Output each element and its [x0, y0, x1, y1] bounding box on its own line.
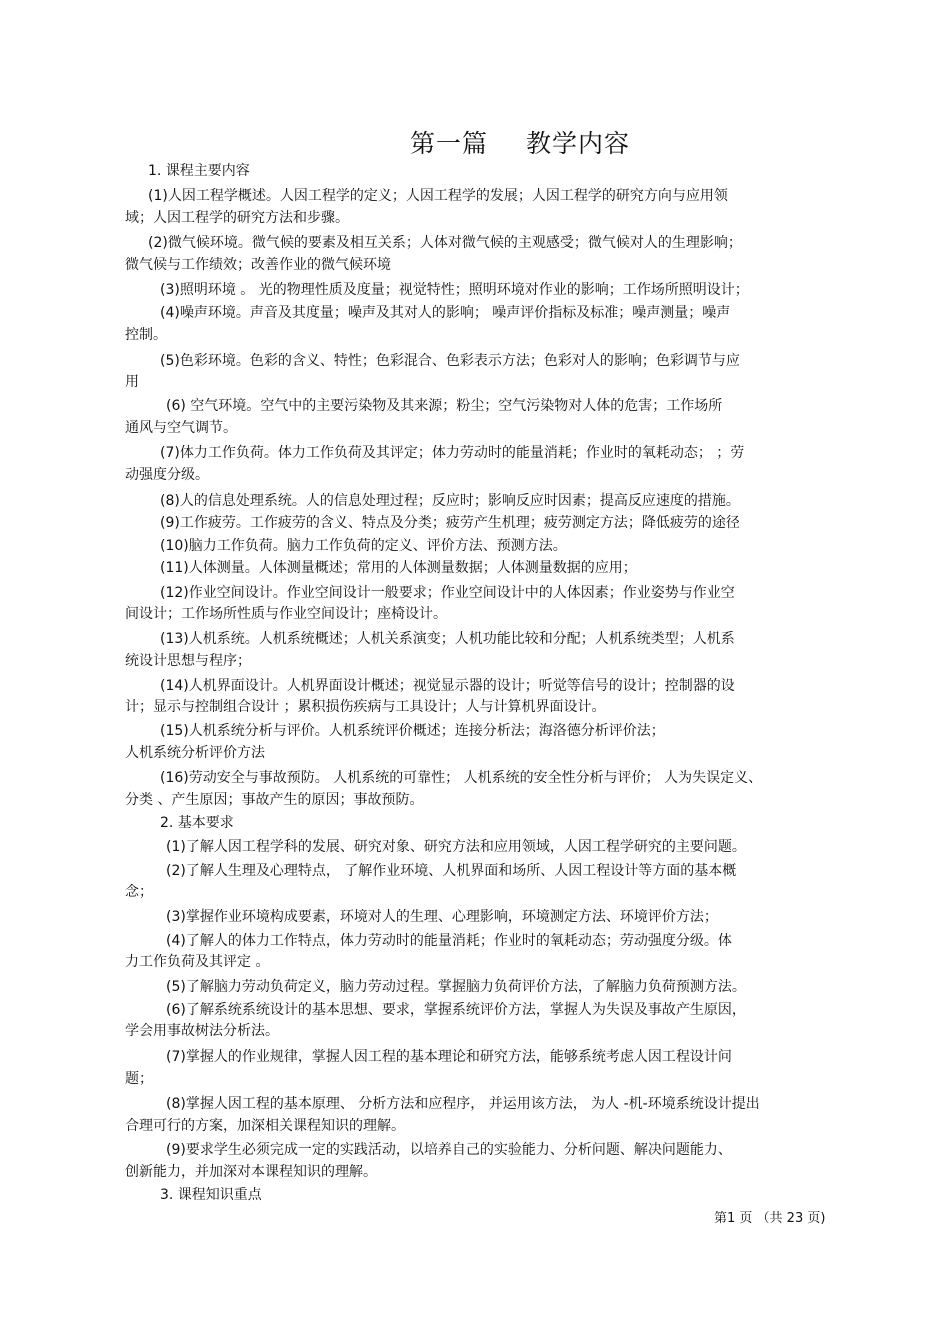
requirement-line: (2)了解人生理及心理特点， 了解作业环境、人机界面和场所、人因工程设计等方面的基本概 [166, 863, 737, 879]
content-line: (8)人的信息处理系统。人的信息处理过程；反应时；影响反应时因素；提高反应速度的措施。 [160, 493, 740, 509]
title-part-2: 教学内容 [526, 129, 631, 158]
requirement-line: 念； [125, 884, 153, 900]
content-line: 控制。 [125, 327, 167, 343]
content-line: (3)照明环境 。 光的物理性质及度量；视觉特性；照明环境对作业的影响；工作场所照明设计； [160, 282, 749, 298]
requirement-line: 题； [125, 1071, 153, 1087]
requirement-line: (7)掌握人的作业规律，掌握人因工程的基本理论和研究方法，能够系统考虑人因工程设计问 [166, 1049, 732, 1065]
content-line: (7)体力工作负荷。体力工作负荷及其评定；体力劳动时的能量消耗；作业时的氧耗动态； ；劳 [160, 445, 745, 461]
content-line: (13)人机系统。人机系统概述；人机关系演变；人机功能比较和分配；人机系统类型；人机系 [160, 631, 735, 647]
requirement-line: (6)了解系统系统设计的基本思想、要求，掌握系统评价方法，掌握人为失误及事故产生原因， [166, 1002, 746, 1018]
content-line: (6) 空气环境。空气中的主要污染物及其来源；粉尘；空气污染物对人体的危害；工作场所 [166, 398, 723, 414]
content-line: 间设计；工作场所性质与作业空间设计；座椅设计。 [125, 606, 447, 622]
content-line: 计；显示与控制组合设计 ；累积损伤疾病与工具设计；人与计算机界面设计。 [125, 699, 606, 715]
section-heading: 3. 课程知识重点 [160, 1187, 262, 1203]
content-line: (16)劳动安全与事故预防。 人机系统的可靠性； 人机系统的安全性分析与评价； 人为失误定义、 [160, 770, 763, 786]
content-line: 通风与空气调节。 [125, 420, 237, 436]
content-line: (15)人机系统分析与评价。人机系统评价概述；连接分析法；海洛德分析评价法； [160, 723, 665, 739]
requirement-line: 创新能力，并加深对本课程知识的理解。 [125, 1164, 377, 1180]
requirement-line: (4)了解人的体力工作特点，体力劳动时的能量消耗；作业时的氧耗动态；劳动强度分级。体 [166, 933, 732, 949]
requirement-line: (5)了解脑力劳动负荷定义，脑力劳动过程。掌握脑力负荷评价方法，了解脑力负荷预测方法。 [166, 979, 746, 995]
content-line: (10)脑力工作负荷。脑力工作负荷的定义、评价方法、预测方法。 [160, 538, 567, 554]
content-line: (11)人体测量。人体测量概述；常用的人体测量数据；人体测量数据的应用； [160, 560, 637, 576]
content-line: 统设计思想与程序； [125, 653, 251, 669]
requirement-line: 合理可行的方案，加深相关课程知识的理解。 [125, 1118, 405, 1134]
requirement-line: (9)要求学生必须完成一定的实践活动，以培养自己的实验能力、分析问题、解决问题能力、 [166, 1142, 732, 1158]
requirement-line: 学会用事故树法分析法。 [125, 1023, 279, 1039]
section-heading: 2. 基本要求 [160, 815, 234, 831]
content-line: 用 [125, 374, 139, 390]
content-line: (12)作业空间设计。作业空间设计一般要求；作业空间设计中的人体因素；作业姿势与作业空 [160, 585, 735, 601]
content-line: 动强度分级。 [125, 467, 209, 483]
content-line: 分类 、产生原因；事故产生的原因；事故预防。 [125, 792, 424, 808]
requirement-line: (1)了解人因工程学科的发展、研究对象、研究方法和应用领域，人因工程学研究的主要问题。 [166, 839, 746, 855]
content-line: (1)人因工程学概述。人因工程学的定义；人因工程学的发展；人因工程学的研究方向与应用领 [148, 188, 728, 204]
content-line: 人机系统分析评价方法 [125, 745, 265, 761]
content-line: 微气候与工作绩效；改善作业的微气候环境 [125, 257, 391, 273]
page-title [0, 124, 950, 160]
content-line: (9)工作疲劳。工作疲劳的含义、特点及分类；疲劳产生机理；疲劳测定方法；降低疲劳的途径 [160, 515, 740, 531]
title-part-1: 第一篇 [409, 129, 488, 158]
content-line: (2)微气候环境。微气候的要素及相互关系；人体对微气候的主观感受；微气候对人的生理影响； [148, 235, 742, 251]
content-line: (14)人机界面设计。人机界面设计概述；视觉显示器的设计；听觉等信号的设计；控制器的设 [160, 678, 735, 694]
page-number-footer: 第1 页 （共 23 页) [714, 1211, 826, 1226]
section-heading: 1. 课程主要内容 [148, 163, 250, 179]
content-line: 域；人因工程学的研究方法和步骤。 [125, 210, 349, 226]
requirement-line: 力工作负荷及其评定 。 [125, 954, 270, 970]
content-line: (5)色彩环境。色彩的含义、特性；色彩混合、色彩表示方法；色彩对人的影响；色彩调节与应 [160, 353, 740, 369]
requirement-line: (8)掌握人因工程的基本原理、 分析方法和应程序， 并运用该方法， 为人 -机-环境系统设计提出 [166, 1096, 760, 1112]
content-line: (4)噪声环境。声音及其度量；噪声及其对人的影响； 噪声评价指标及标准；噪声测量；噪声 [160, 305, 731, 321]
requirement-line: (3)掌握作业环境构成要素，环境对人的生理、心理影响，环境测定方法、环境评价方法； [166, 909, 718, 925]
